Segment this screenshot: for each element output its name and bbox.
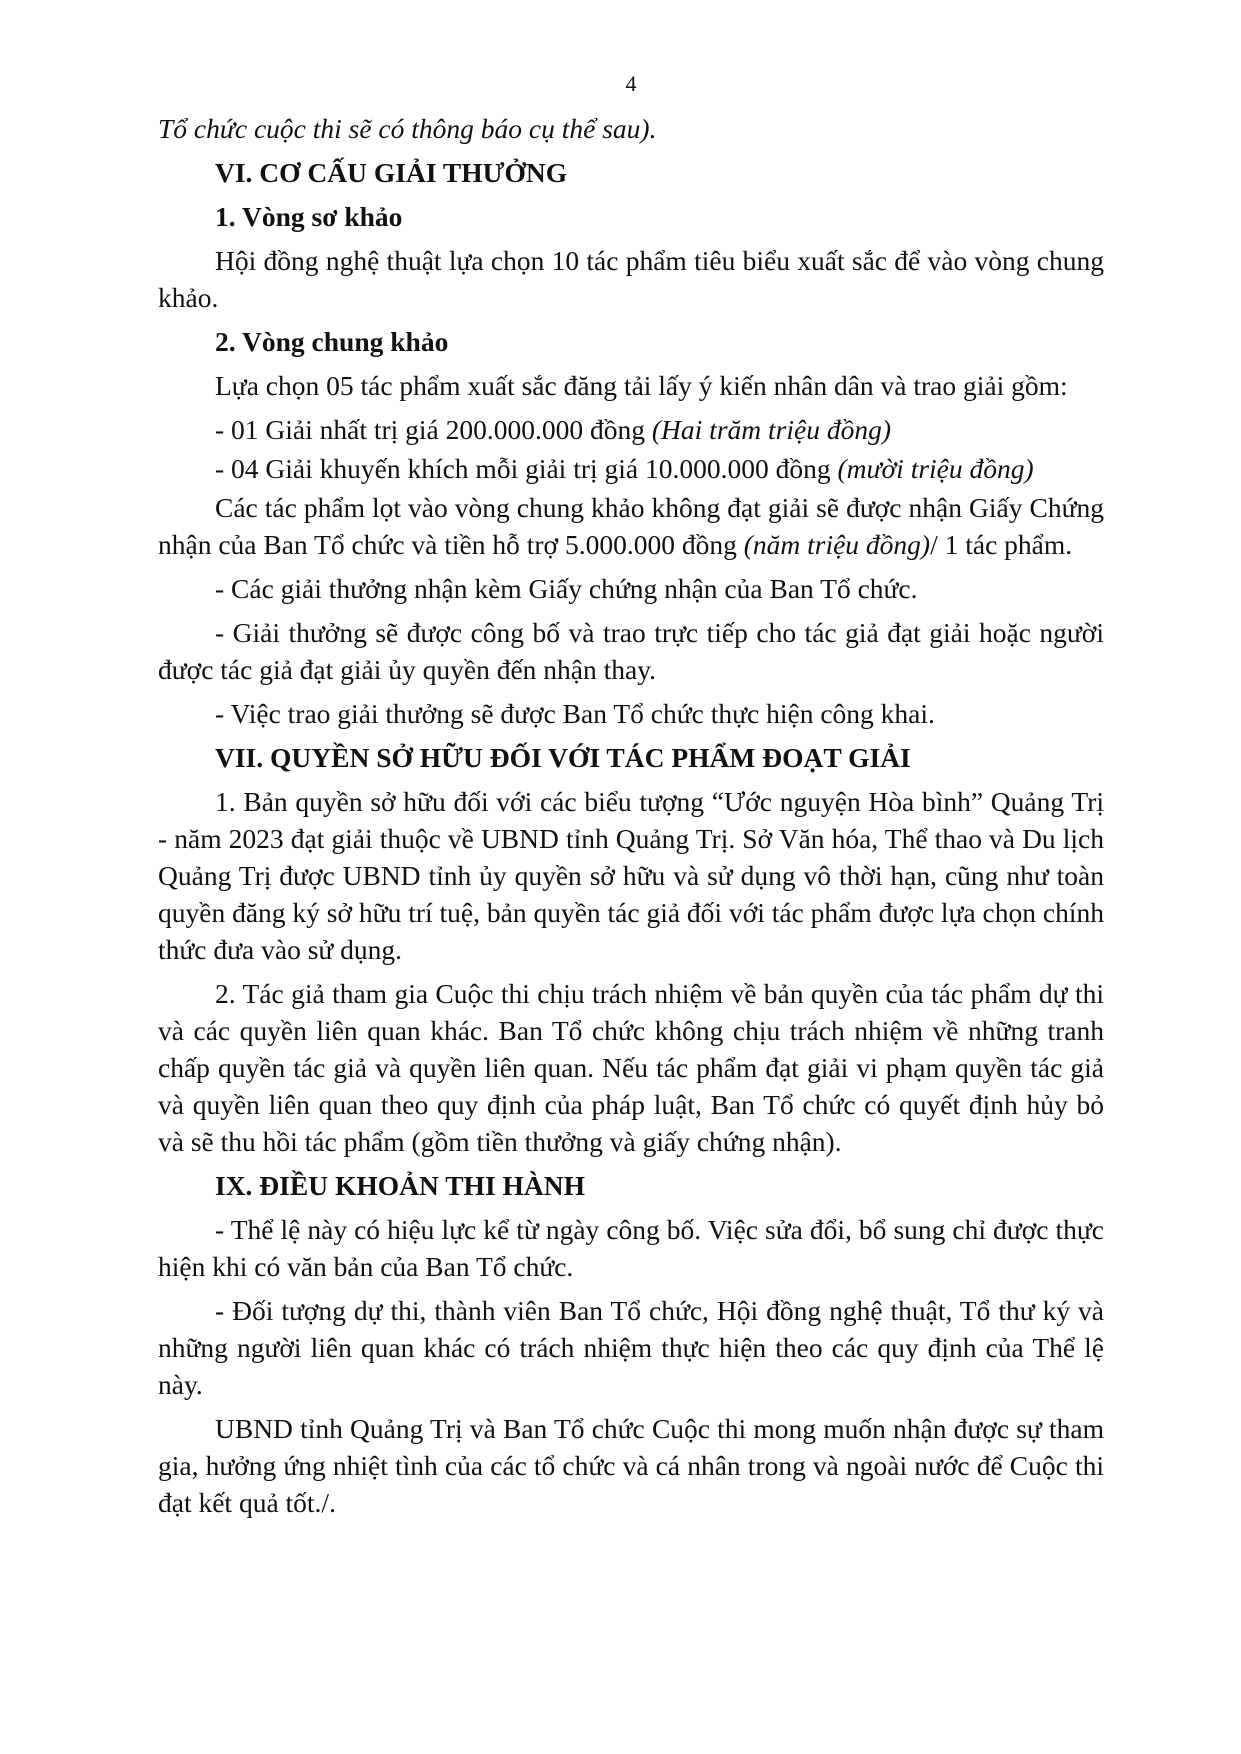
subsection-1-heading: 1. Vòng sơ khảo [215, 201, 403, 232]
finalist-support-after: / 1 tác phẩm. [930, 529, 1073, 560]
subsection-2-intro: Lựa chọn 05 tác phẩm xuất sắc đăng tải lấy ý kiến nhân dân và trao giải gồm: [215, 370, 1068, 401]
ownership-item: 2. Tác giả tham gia Cuộc thi chịu trách nhiệm về bản quyền của tác phẩm dự thi và các quyền liên quan khác. Ban Tổ chức không chịu trách nhiệm về những tranh chấp quyền tác giả và quyền liên quan. Nếu tác phẩm đạt giải vi phạm quyền tác giả và quyền liên quan theo quy định của pháp luật, Ban Tổ chức có quyết định hủy bỏ và sẽ thu hồi tác phẩm (gồm tiền thưởng và giấy chứng nhận). [158, 978, 1104, 1157]
continuation-text: Tổ chức cuộc thi sẽ có thông báo cụ thể sau). [158, 113, 657, 144]
closing-paragraph: UBND tỉnh Quảng Trị và Ban Tổ chức Cuộc thi mong muốn nhận được sự tham gia, hưởng ứng nhiệt tình của các tổ chức và cá nhân trong và ngoài nước để Cuộc thi đạt kết quả tốt./. [158, 1413, 1104, 1518]
award-bullet: - Việc trao giải thưởng sẽ được Ban Tổ chức thực hiện công khai. [215, 698, 935, 729]
finalist-support-note: (năm triệu đồng) [743, 529, 931, 560]
section-7-heading: VII. QUYỀN SỞ HỮU ĐỐI VỚI TÁC PHẨM ĐOẠT GIẢI [215, 742, 911, 773]
subsection-1-text: Hội đồng nghệ thuật lựa chọn 10 tác phẩm tiêu biểu xuất sắc để vào vòng chung khảo. [158, 245, 1104, 313]
prize-first [158, 411, 1104, 448]
section-9-heading: IX. ĐIỀU KHOẢN THI HÀNH [215, 1170, 586, 1201]
prize-first-note: (Hai trăm triệu đồng) [651, 414, 891, 445]
finalist-support [158, 489, 1104, 563]
prize-consolation-text: - 04 Giải khuyến khích mỗi giải trị giá 10.000.000 đồng [215, 453, 838, 484]
finalist-support-before: Các tác phẩm lọt vào vòng chung khảo không đạt giải sẽ được nhận Giấy Chứng nhận của Ban Tổ chức và tiền hỗ trợ 5.000.000 đồng [158, 492, 1104, 560]
document-page [158, 70, 1104, 1528]
page-number: 4 [625, 71, 637, 96]
prize-consolation [158, 450, 1104, 487]
subsection-2-heading: 2. Vòng chung khảo [215, 326, 449, 357]
award-bullet: - Giải thưởng sẽ được công bố và trao trực tiếp cho tác giả đạt giải hoặc người được tác giả đạt giải ủy quyền đến nhận thay. [158, 617, 1104, 685]
prize-first-text: - 01 Giải nhất trị giá 200.000.000 đồng [215, 414, 652, 445]
section-6-heading: VI. CƠ CẤU GIẢI THƯỞNG [215, 157, 568, 188]
award-bullet: - Các giải thưởng nhận kèm Giấy chứng nhận của Ban Tổ chức. [215, 573, 918, 604]
ownership-item: 1. Bản quyền sở hữu đối với các biểu tượng “Ước nguyện Hòa bình” Quảng Trị - năm 2023 đạt giải thuộc về UBND tỉnh Quảng Trị. Sở Văn hóa, Thể thao và Du lịch Quảng Trị được UBND tỉnh ủy quyền sở hữu và sử dụng vô thời hạn, cũng như toàn quyền đăng ký sở hữu trí tuệ, bản quyền tác giả đối với tác phẩm được lựa chọn chính thức đưa vào sử dụng. [158, 786, 1104, 965]
provision-item: - Đối tượng dự thi, thành viên Ban Tổ chức, Hội đồng nghệ thuật, Tổ thư ký và những người liên quan khác có trách nhiệm thực hiện theo các quy định của Thể lệ này. [158, 1295, 1104, 1400]
provision-item: - Thể lệ này có hiệu lực kể từ ngày công bố. Việc sửa đổi, bổ sung chỉ được thực hiện khi có văn bản của Ban Tổ chức. [158, 1214, 1104, 1282]
prize-consolation-note: (mười triệu đồng) [837, 453, 1034, 484]
